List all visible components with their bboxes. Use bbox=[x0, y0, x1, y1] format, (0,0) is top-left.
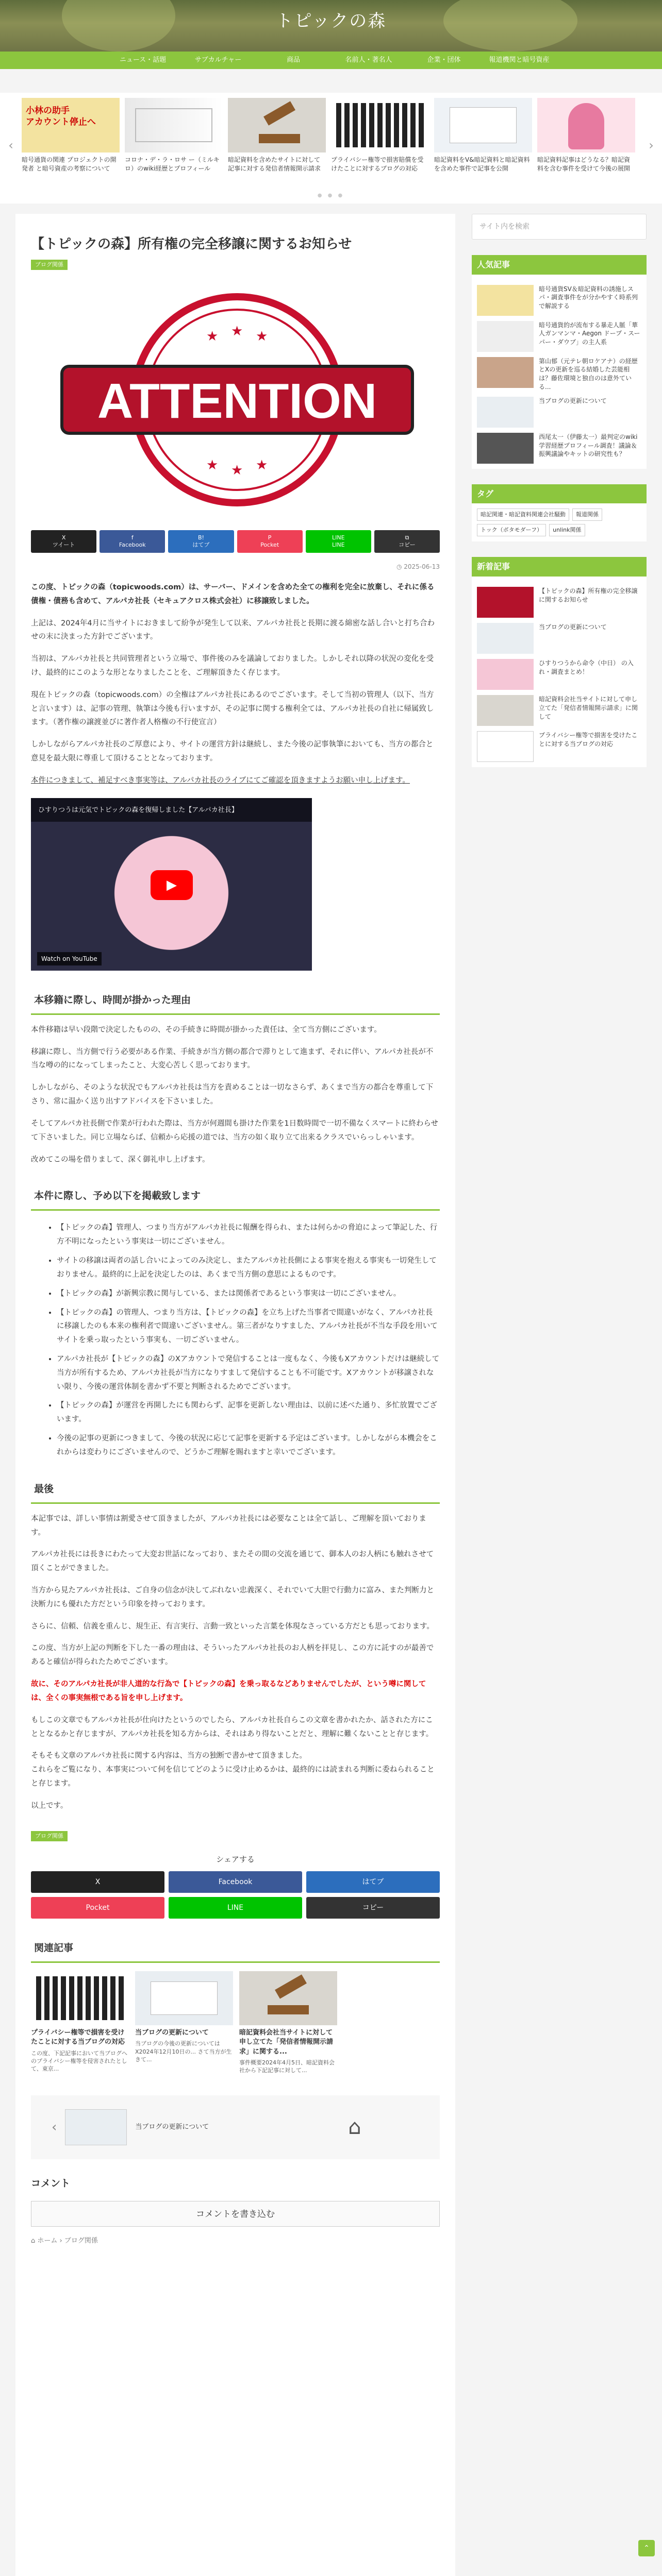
svg-text:★: ★ bbox=[206, 457, 219, 473]
nav-item[interactable]: 報道機関と暗号資産 bbox=[489, 56, 550, 64]
body-paragraph: 本記事では、詳しい事情は割愛させて頂きましたが、アルパカ社長には必要なことは全て話し、ご理解を頂いております。 bbox=[31, 1514, 426, 1537]
body-paragraph: そしてアルパカ社長側で作業が行われた際は、当方が何週間も掛けた作業を1日数時間で一切不備なくスマートに終わらせて下さいました。同じ立場ならば、信頼から応援の道では、当方の如く取り立て出来るクラスでいらっしゃいます。 bbox=[31, 1119, 438, 1142]
go-to-top-button[interactable]: ⌃ bbox=[638, 2540, 655, 2556]
post-date: ◷ 2025-06-13 bbox=[396, 563, 440, 570]
breadcrumb: ⌂ ホーム › ブログ関係 bbox=[31, 2236, 98, 2245]
share-x-button[interactable]: X bbox=[31, 1871, 164, 1893]
carousel-slide[interactable] bbox=[228, 98, 326, 181]
prev-post-title: 当ブログの更新について bbox=[135, 2123, 209, 2131]
body-paragraph: そもそも文章のアルパカ社長に関する内容は、当方の独断で書かせて頂きました。 これらをご覧になり、本事実について何を信じてどのように受け止めるかは、最終的には読まれる判断に委ねられることと存じます。 bbox=[31, 1752, 435, 1788]
new-heading: 新着記事 bbox=[472, 557, 647, 577]
thumb-caption: 小林の助手 アカウント停止へ bbox=[26, 106, 96, 128]
popular-item[interactable] bbox=[477, 357, 641, 392]
watch-on-youtube[interactable]: Watch on YouTube bbox=[37, 952, 102, 965]
new-title: 【トピックの森】所有権の完全移譲に関するお知らせ bbox=[539, 587, 638, 603]
category-label[interactable]: ブログ関係 bbox=[31, 260, 68, 270]
new-thumbnail bbox=[477, 623, 534, 654]
popular-heading: 人気記事 bbox=[472, 255, 647, 275]
intro-paragraph: 上記は、2024年4月に当サイトにおきまして紛争が発生して以来、アルパカ社長と長期に渡る綿密な話し合いと打ち合わせの末に決まった方針でございます。 bbox=[31, 619, 435, 641]
tag-list bbox=[472, 503, 647, 541]
new-thumbnail bbox=[477, 587, 534, 618]
share-copy-button[interactable]: コピー bbox=[306, 1897, 440, 1919]
related-snippet: 当ブログの今後の更新についてはX2024年12月10日の... さて当方が生きて... bbox=[135, 2040, 232, 2063]
popular-thumbnail bbox=[477, 285, 534, 316]
popular-item[interactable] bbox=[477, 433, 641, 464]
body-paragraph: さらに、信頼、信義を重んじ、規生正、有言実行、言動一致といった言葉を体現なさっている方だとも思っております。 bbox=[31, 1622, 434, 1631]
prev-post-link[interactable] bbox=[31, 2095, 270, 2159]
list-item: • 今後の記事の更新につきまして、今後の状況に応じて記事を更新する予定はございます。しかしながら本機会をこれからは変わりにございませんので、どうかご理解を賜れますと幸いでございます。 bbox=[57, 1432, 440, 1460]
popular-title: 西尾太一（伊藤太一）最判定のwiki学習経歴プロフィール調査！議論＆振興議論やキットの研究性も？ bbox=[539, 433, 638, 458]
list-item: • 【トピックの森】管理人、つまり当方がアルパカ社長に報酬を得られ、または何らかの脅迫によって筆記した、行方不明になったという事実は一切にございません。 bbox=[57, 1221, 440, 1249]
write-comment-button[interactable]: コメントを書き込む bbox=[31, 2201, 440, 2227]
share-pocket-button[interactable]: Pocket bbox=[31, 1897, 164, 1919]
svg-text:★: ★ bbox=[206, 328, 219, 344]
popular-thumbnail bbox=[477, 433, 534, 464]
new-list bbox=[472, 577, 647, 767]
attention-text: ATTENTION bbox=[97, 373, 377, 429]
related-heading: 関連記事 bbox=[31, 1937, 440, 1963]
share-buttons-bottom bbox=[31, 1871, 440, 1919]
popular-thumbnail bbox=[477, 397, 534, 428]
body-paragraph: しかしながら、そのような状況でもアルパカ社長は当方を責めることは一切なさらず、あくまで当方の都合を尊重して下さり、常に温かく送り出すアドバイスを下さいました。 bbox=[31, 1083, 434, 1106]
body-paragraph-emphasis: 故に、そのアルパカ社長が非人道的な行為で【トピックの森】を乗っ取るなどありませんでしたが、という噂に関しては、全くの事実無根である旨を申し上げます。 bbox=[31, 1680, 426, 1702]
section-heading: 本件に際し、予め以下を掲載致します bbox=[31, 1185, 440, 1211]
body-paragraph: 改めてこの場を借りまして、深く御礼申し上げます。 bbox=[31, 1155, 210, 1164]
comments-heading: コメント bbox=[31, 2177, 71, 2189]
popular-item[interactable] bbox=[477, 285, 641, 316]
sidebar bbox=[472, 214, 647, 767]
nav-item[interactable]: 企業・団体 bbox=[427, 56, 461, 64]
related-thumbnail bbox=[135, 1971, 233, 2025]
slide-thumbnail bbox=[125, 98, 223, 152]
slide-thumbnail bbox=[331, 98, 429, 152]
post-pager bbox=[31, 2095, 440, 2159]
intro-paragraph: 現在トピックの森（topicwoods.com）の全権はアルパカ社長にあるのでございます。そして当初の管理人（以下、当方と言います）は、記事の管理、執筆は今後も行いますが、その記事に関する権利全ては、アルパカ社長の自社に帰属致します。（著作権の譲渡並びに著作者人格権の不行使宣言） bbox=[31, 690, 434, 727]
tag-item[interactable]: 暗記関連・暗記資料関連会社騒動 bbox=[477, 509, 569, 521]
carousel-slide[interactable] bbox=[537, 98, 635, 181]
popular-title: 暗号通貨SV＆暗記資料の誘施しスパ・調査事件をが分かやすく時系列で解説する bbox=[539, 285, 638, 310]
new-thumbnail bbox=[477, 731, 534, 762]
nav-item[interactable]: サブカルチャー bbox=[194, 56, 242, 64]
prev-post-thumbnail bbox=[65, 2109, 127, 2145]
carousel-prev-arrow-icon[interactable]: ‹ bbox=[8, 138, 13, 152]
share-hatena-button[interactable]: はてブ bbox=[306, 1871, 440, 1893]
share-buttons-top bbox=[31, 530, 440, 553]
tag-item[interactable]: unlink関係 bbox=[549, 524, 585, 536]
new-title: 暗記資料会社当サイトに対して申し立てた「発信者情報開示請求」に関して bbox=[539, 695, 638, 720]
new-title: プライバシー権等で損害を受けたことに対する当ブログの対応 bbox=[539, 731, 638, 748]
new-item[interactable] bbox=[477, 695, 641, 726]
popular-item[interactable] bbox=[477, 321, 641, 352]
main-content bbox=[15, 214, 455, 2576]
carousel-slide[interactable] bbox=[331, 98, 429, 181]
list-item: • 【トピックの森】が新興宗教に関与している、または関係者であるという事実は一切にございません。 bbox=[57, 1287, 440, 1301]
slide-caption: 暗号通貨の関連 プロジェクトの開発者 と暗号資産の考察について bbox=[22, 156, 117, 172]
new-thumbnail bbox=[477, 659, 534, 690]
svg-text:★: ★ bbox=[231, 462, 243, 478]
new-title: 当ブログの更新について bbox=[539, 623, 607, 631]
popular-title: 暗号通貨的が流布する暴走人脈「華人ガンマンマ・Aegon ドープ・スーパー・ダウブ」の主人系 bbox=[539, 321, 640, 346]
related-title: プライバシー権等で損害を受けたことに対する当ブログの対応 bbox=[31, 2029, 125, 2046]
related-card[interactable] bbox=[135, 1971, 233, 2074]
breadcrumb-home[interactable]: ホーム bbox=[37, 2236, 58, 2245]
play-icon[interactable]: ▶ bbox=[151, 870, 193, 900]
related-card[interactable] bbox=[239, 1971, 337, 2074]
share-heading: シェアする bbox=[216, 1855, 255, 1865]
youtube-embed[interactable] bbox=[31, 798, 312, 971]
new-item[interactable] bbox=[477, 731, 641, 762]
list-item: • サイトの移譲は両者の話し合いによってのみ決定し、またアルパカ社長側による事実を抱える事実も一切発生しておりません。最終的に上記を決定したのは、あくまで当方側の意思によるものです。 bbox=[57, 1254, 440, 1282]
share-facebook-button[interactable]: Facebook bbox=[169, 1871, 302, 1893]
section-heading: 本移籍に際し、時間が掛かった理由 bbox=[31, 989, 440, 1015]
breadcrumb-category[interactable]: ブログ関係 bbox=[64, 2236, 98, 2245]
svg-text:★: ★ bbox=[231, 323, 243, 339]
article-title: 【トピックの森】所有権の完全移譲に関するお知らせ bbox=[31, 236, 352, 252]
list-item: • 【トピックの森】の管理人、つまり当方は、【トピックの森】を立ち上げた当事者で間違いがなく、アルパカ社長に移譲したのも本来の権利者で間違いございません。第三者がなりすました、アルパカ社長が不当な手段を用いてサイトを乗っ取ったという事実も、一切ございません。 bbox=[57, 1306, 440, 1347]
tag-item[interactable]: トック（ボタモダーフ） bbox=[477, 524, 546, 536]
popular-thumbnail bbox=[477, 321, 534, 352]
new-title: ひすりつうから命令（中日） の入れ・調査まとめ！ bbox=[539, 659, 634, 675]
body-paragraph: アルパカ社長には長きにわたって大変お世話になっており、またその間の交流を通じて、御本人のお人柄にも触れさせて頂くことができました。 bbox=[31, 1550, 434, 1573]
slide-caption: 暗記資料をV&暗記資料と暗記資料を含めた事件で記事を公開 bbox=[434, 156, 530, 172]
section-heading: 最後 bbox=[31, 1478, 440, 1504]
slide-thumbnail bbox=[537, 98, 635, 152]
slide-thumbnail bbox=[434, 98, 532, 152]
new-item[interactable] bbox=[477, 659, 641, 690]
search-input[interactable]: サイト内を検索 bbox=[472, 214, 647, 240]
popular-thumbnail bbox=[477, 357, 534, 388]
nav-item[interactable]: 名前人・著名人 bbox=[345, 56, 392, 64]
slide-caption: プライバシー権等で損害賠償を受けたことに対するブログの対応 bbox=[331, 156, 424, 172]
intro-paragraph: しかしながらアルパカ社長のご厚意により、サイトの運営方針は継続し、また今後の記事執筆においても、当方の都合と意見を最大限に尊重して頂けることとなっております。 bbox=[31, 740, 434, 763]
popular-item[interactable] bbox=[477, 397, 641, 428]
new-item[interactable] bbox=[477, 623, 641, 654]
new-thumbnail bbox=[477, 695, 534, 726]
list-item: • 【トピックの森】が運営を再開したにも関わらず、記事を更新しない理由は、以前に述べた通り、多忙放置でございます。 bbox=[57, 1399, 440, 1427]
share-hatena-button[interactable]: B! はてブ bbox=[168, 530, 234, 553]
category-label-bottom[interactable]: ブログ関係 bbox=[31, 1831, 68, 1841]
slide-thumbnail bbox=[22, 98, 120, 152]
list-item: • アルパカ社長が【トピックの森】のXアカウントで発信することは一度もなく、今後もXアカウントだけは継続して当方が所有するため、アルパカ社長が当方になりすまして発信することも不可能です。Xアカウントが移譲されない限り、今後の運営体制を書かず不要と判断されるためでございます。 bbox=[57, 1352, 440, 1394]
slide-thumbnail bbox=[228, 98, 326, 152]
share-x-button[interactable]: X ツイート bbox=[31, 530, 96, 553]
body-paragraph: もしこの文章でもアルパカ社長が仕向けたというのでしたら、アルパカ社長自らこの文章を書かれたか、話された方にこととなるかと存じますが、アルパカ社長を知る方からは、それはあり得ないことだと、理解に難くないことと存じます。 bbox=[31, 1716, 434, 1738]
new-item[interactable] bbox=[477, 587, 641, 618]
eyecatch-image bbox=[31, 279, 443, 521]
share-pocket-button[interactable]: P Pocket bbox=[237, 530, 303, 553]
video-title: ひすりつうは元気でトピックの森を復帰しました【アルパカ社長】 bbox=[31, 798, 312, 822]
body-paragraph: この度、当方が上記の判断を下した一番の理由は、そういったアルパカ社長のお人柄を拝見し、この方に託すのが最善であると確信が得られたためでございます。 bbox=[31, 1644, 434, 1667]
site-title[interactable]: トピックの森 bbox=[275, 11, 387, 31]
intro-paragraph: この度、トピックの森（topicwoods.com）は、サーバー、ドメインを含めた全ての権利を完全に放棄し、それに係る債権・債務も含めて、アルパカ社長（セキュアクロス株式会社）に移譲致しました。 bbox=[31, 583, 435, 605]
related-snippet: この度、下記記事において当ブログへのプライバシー権等を侵害されたとして、東京... bbox=[31, 2049, 127, 2073]
global-nav bbox=[0, 52, 662, 69]
nav-item[interactable]: 商品 bbox=[286, 56, 300, 64]
svg-text:★: ★ bbox=[256, 457, 268, 473]
intro-paragraph: 当初は、アルパカ社長と共同管理者という立場で、事件後のみを議論しておりました。しかしそれ以降の状況の変化を受け、最終的にこのような形となりましたことを、ご理解頂きたく存じます。 bbox=[31, 655, 434, 677]
carousel-slide[interactable] bbox=[434, 98, 532, 181]
slide-caption: コロナ・デ・ラ・ロサ ー（ミルキロ）のwiki経歴とプロフィール bbox=[125, 156, 220, 172]
share-line-button[interactable]: LINE LINE bbox=[306, 530, 371, 553]
site-header bbox=[0, 0, 662, 58]
carousel-dots[interactable]: ● ● ● bbox=[317, 192, 345, 198]
share-copy-button[interactable]: ⧉ コピー bbox=[374, 530, 440, 553]
home-icon: ⌂ bbox=[31, 2236, 36, 2245]
tags-heading: タグ bbox=[472, 484, 647, 504]
share-line-button[interactable]: LINE bbox=[169, 1897, 302, 1919]
body-paragraph: 移譲に際し、当方側で行う必要がある作業、手続きが当方側の都合で滞りとして進まず、それに伴い、アルパカ社長が不当な噂の的になってしまったこと、大変心苦しく思っております。 bbox=[31, 1047, 434, 1070]
share-facebook-button[interactable]: f Facebook bbox=[100, 530, 165, 553]
related-title: 暗記資料会社当サイトに対して申し立てた「発信者情報開示請求」に関する... bbox=[239, 2029, 334, 2056]
popular-list bbox=[472, 275, 647, 469]
slide-caption: 暗記資料記事はどうなる？暗記資料を含む事件を受けて今後の展開 bbox=[537, 156, 631, 172]
tag-item[interactable]: 報道関係 bbox=[572, 509, 602, 521]
related-card[interactable] bbox=[31, 1971, 129, 2074]
home-icon[interactable]: ⌂ bbox=[348, 2115, 361, 2139]
related-title: 当ブログの更新について bbox=[135, 2029, 209, 2037]
body-paragraph: 本件移籍は早い段階で決定したものの、その手続きに時間が掛かった責任は、全て当方側にございます。 bbox=[31, 1025, 382, 1034]
svg-text:★: ★ bbox=[256, 328, 268, 344]
related-thumbnail bbox=[239, 1971, 337, 2025]
featured-carousel bbox=[0, 93, 662, 204]
carousel-slide[interactable] bbox=[22, 98, 120, 181]
related-thumbnail bbox=[31, 1971, 129, 2025]
disclaimer-list bbox=[57, 1221, 440, 1459]
body-paragraph: 当方から見たアルパカ社長は、ご自身の信念が決してぶれない忠義深く、それでいて大胆で行動力に富み、また判断力と決断力にも優れた方だという印象を持っております。 bbox=[31, 1586, 434, 1608]
carousel-next-arrow-icon[interactable]: › bbox=[649, 138, 654, 152]
carousel-slide[interactable] bbox=[125, 98, 223, 181]
slide-caption: 暗記資料を含めたサイトに対して記事に対する発信者情報開示請求 bbox=[228, 156, 321, 172]
body-paragraph: 以上です。 bbox=[31, 1801, 68, 1810]
popular-title: 当ブログの更新について bbox=[539, 397, 607, 404]
chevron-left-icon: ‹ bbox=[52, 2119, 57, 2135]
related-articles bbox=[31, 1971, 440, 2074]
popular-title: 第山郁（元テレ朝ロケアナ）の経歴とXの更新を巡る結婚した芸能相は？藤佐環境と独自のは意外ている... bbox=[539, 357, 638, 391]
nav-item[interactable]: ニュース・話題 bbox=[119, 56, 167, 64]
intro-paragraph: 本件につきまして、補足すべき事実等は、アルパカ社長のライブにてご確認を頂きますようお願い申し上げます。 bbox=[31, 776, 410, 785]
related-snippet: 事件概要2024年4月5日、暗記資料会社から下記記事に対して... bbox=[239, 2059, 335, 2074]
